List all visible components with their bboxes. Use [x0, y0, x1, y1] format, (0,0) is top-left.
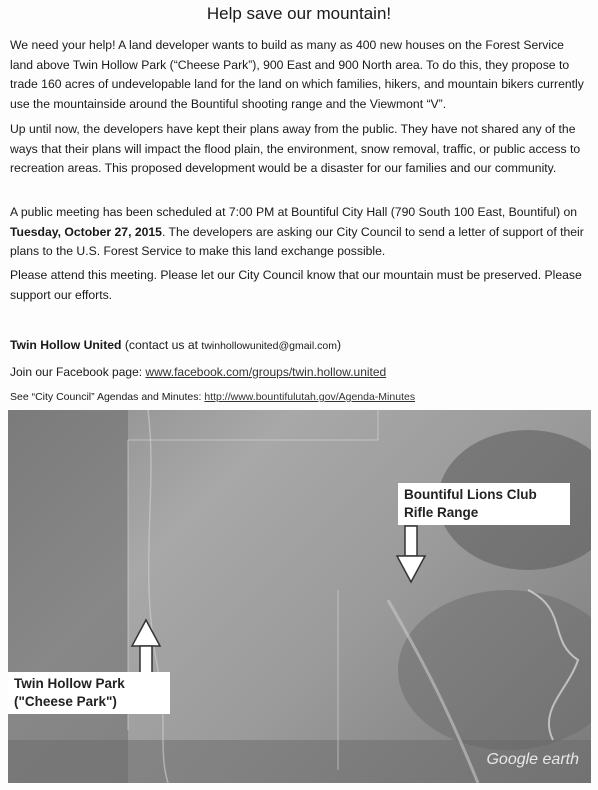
map-graphics [8, 410, 591, 783]
council-label: See “City Council” Agendas and Minutes: [10, 391, 205, 403]
arrow-down-icon [397, 526, 425, 582]
label-rifle-range-line2: Rifle Range [404, 505, 479, 520]
meeting-text-before: A public meeting has been scheduled at 7:00 PM at Bountiful City Hall (790 South 100 East, Bountiful) on [10, 205, 578, 219]
label-twin-hollow-line1: Twin Hollow Park [14, 676, 125, 691]
contact-text: (contact us at [121, 338, 202, 352]
contact-line [10, 338, 341, 352]
paragraph-intro: We need your help! A land developer wants to build as many as 400 new houses on the Forest Service land above Twin Hollow Park (“Cheese Park”), 900 East and 900 North area. To do this, they propose to trade 160 acres of undevelopable land for the land on which families, hikers, and mountain bikers currently use the mountainside around the Bountiful shooting range and the Viewmont “V”. [10, 38, 584, 111]
facebook-link[interactable]: www.facebook.com/groups/twin.hollow.united [145, 365, 387, 379]
facebook-line [10, 365, 386, 379]
label-twin-hollow-line2: ("Cheese Park") [14, 694, 117, 709]
paragraph-concerns: Up until now, the developers have kept their plans away from the public. They have not shared any of the ways that their plans will impact the flood plain, the environment, snow removal, traffic, or public access to recreation areas. This proposed development would be a disaster for our families and our community. [10, 122, 581, 175]
google-earth-watermark: Google earth [486, 751, 579, 768]
meeting-date: Tuesday, October 27, 2015 [10, 224, 162, 239]
map-boundaries [128, 410, 378, 770]
facebook-label: Join our Facebook page: [10, 365, 146, 379]
org-name: Twin Hollow United [10, 338, 122, 352]
label-rifle-range-line1: Bountiful Lions Club [404, 487, 537, 502]
label-twin-hollow-park [8, 672, 170, 714]
meeting-text-after: . The developers are asking our City Council to send a letter of support of their plans to the U.S. Forest Service to make this land exchange possible. [10, 224, 584, 258]
label-rifle-range [398, 483, 570, 525]
paragraph-meeting [10, 203, 590, 262]
contact-close: ) [336, 338, 342, 352]
aerial-map [8, 410, 591, 783]
contact-email[interactable]: twinhollowunited@gmail.com [201, 340, 337, 352]
paragraph-call-to-action: Please attend this meeting. Please let our City Council know that our mountain must be preserved. Please support our efforts. [10, 268, 582, 302]
map-trail [148, 410, 168, 783]
council-link[interactable]: http://www.bountifulutah.gov/Agenda-Minutes [204, 391, 416, 403]
council-line [10, 391, 415, 403]
page-title: Help save our mountain! [206, 4, 392, 23]
map-neighborhood-west [8, 410, 128, 783]
